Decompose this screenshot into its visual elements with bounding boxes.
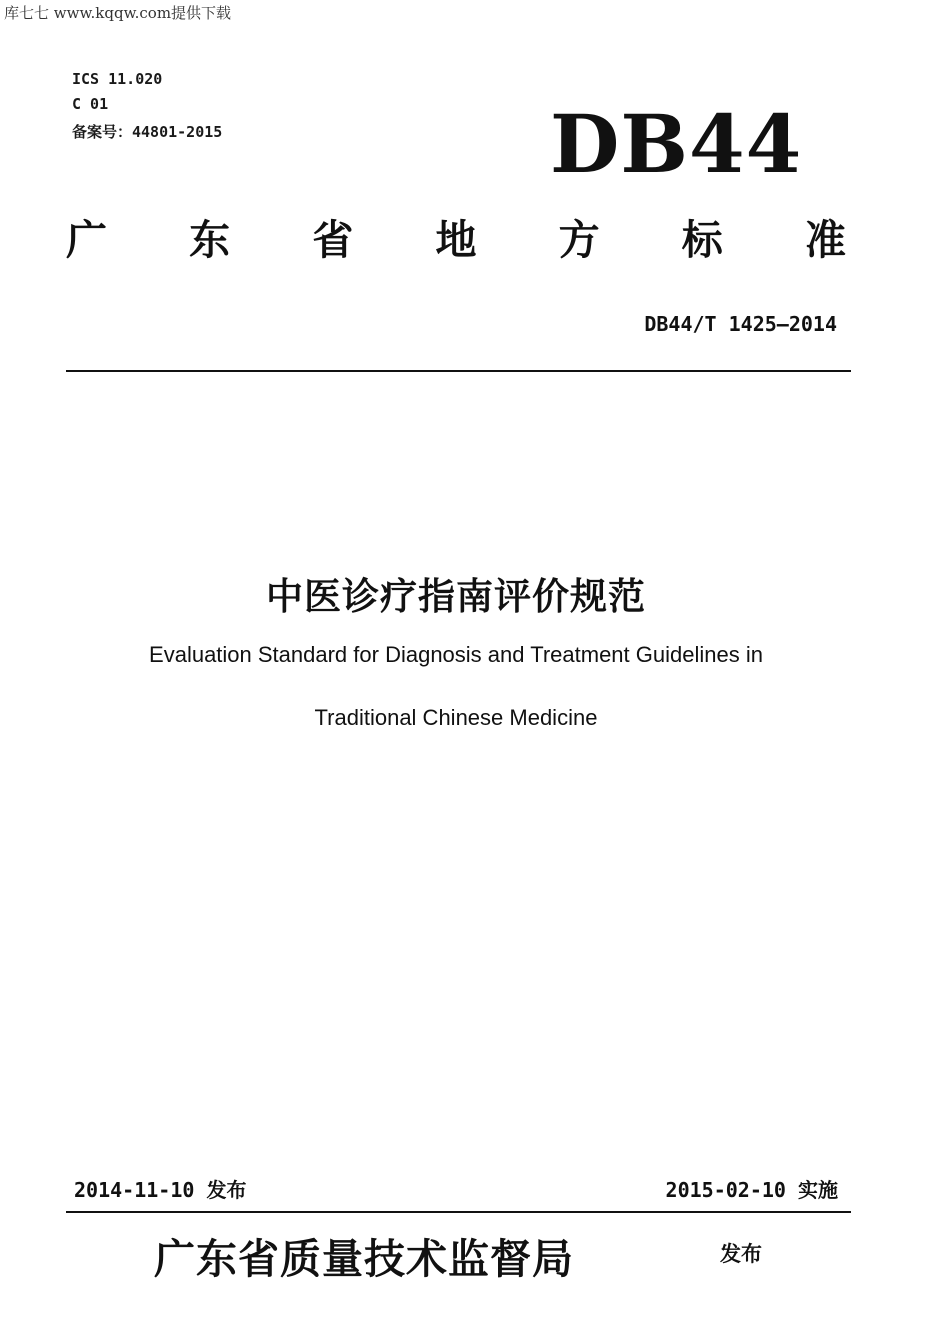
standard-type-heading — [66, 218, 846, 263]
standard-type-char: 省 — [312, 216, 354, 264]
standard-type-char: 东 — [189, 216, 231, 264]
top-divider — [66, 370, 851, 372]
english-title-line-1: Evaluation Standard for Diagnosis and Treatment Guidelines in — [149, 642, 763, 667]
standard-number: DB44/T 1425—2014 — [644, 312, 837, 336]
standard-type-char: 方 — [558, 216, 600, 264]
standard-type-char: 准 — [804, 216, 846, 264]
standard-type-char: 标 — [681, 216, 723, 264]
standard-type-char: 地 — [435, 216, 477, 264]
publisher-name: 广东省质量技术监督局 — [154, 1235, 574, 1283]
implementation-date: 2015-02-10 实施 — [665, 1178, 838, 1202]
issue-date: 2014-11-10 发布 — [74, 1178, 247, 1202]
bottom-divider — [66, 1211, 851, 1213]
publish-label: 发布 — [720, 1242, 762, 1266]
watermark-text: 库七七 www.kqqw.com提供下载 — [4, 4, 232, 22]
standard-type-char: 广 — [66, 216, 107, 264]
record-number: 备案号：44801-2015 — [72, 123, 223, 141]
english-title-line-2: Traditional Chinese Medicine — [314, 705, 598, 730]
ics-code: ICS 11.020 — [72, 70, 163, 88]
db44-logo: DB44 — [550, 97, 803, 191]
ccs-code: C 01 — [72, 95, 109, 113]
chinese-title: 中医诊疗指南评价规范 — [266, 575, 646, 618]
